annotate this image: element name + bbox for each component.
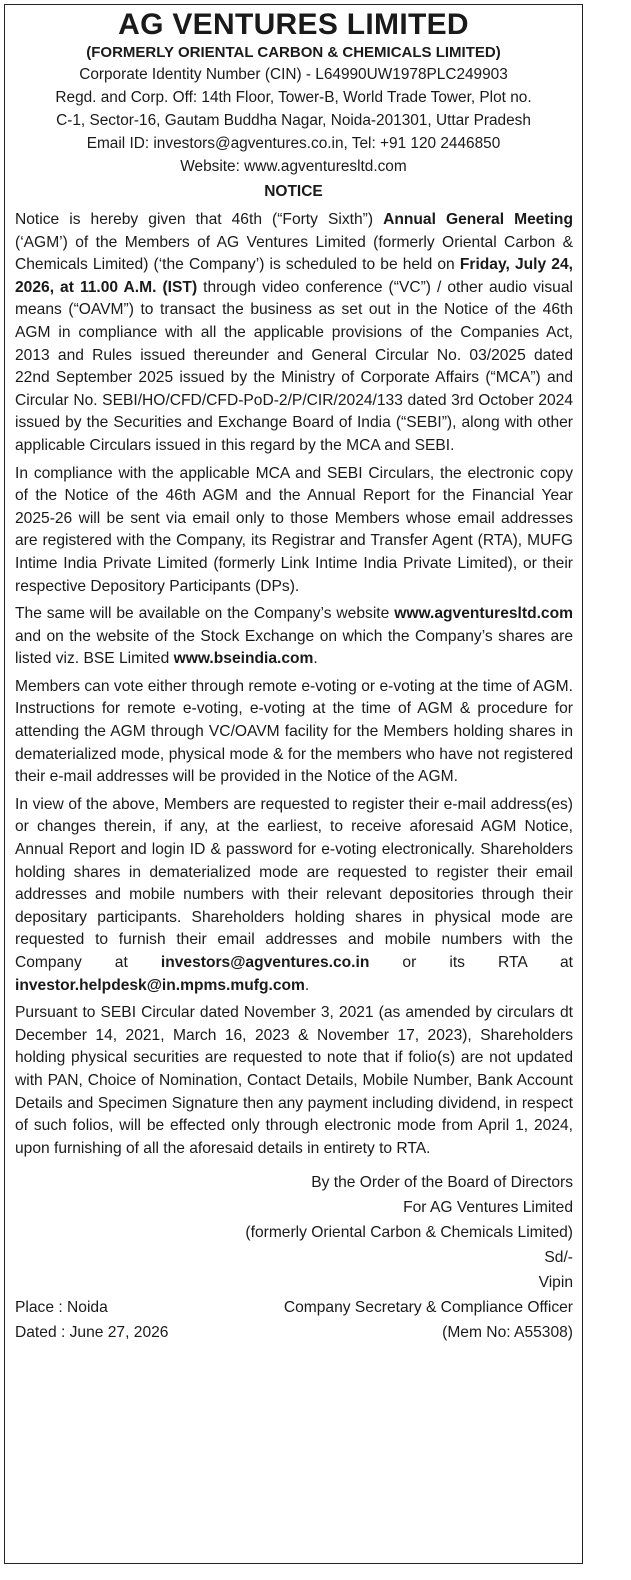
para5-text-2: or its RTA at — [369, 954, 573, 971]
paragraph-agm-notice — [15, 209, 573, 458]
notice-header — [5, 9, 582, 203]
paragraph-website — [15, 603, 573, 671]
website-line: Website: www.agventuresltd.com — [180, 158, 407, 175]
para3-text-2: and on the website of the Stock Exchange on which the Company’s shares are listed viz. BSE Limited — [15, 627, 573, 668]
para1-text-3: through video conference (“VC”) / other audio visual means (“OAVM”) to transact the business as set out in the Notice of the 46th AGM in compliance with all the applicable provisions of the Companies Act, 2013 and Rules issued thereunder and General Circular No. 03/2025 dated 22nd September 2025 issued by the Ministry of Corporate Affairs (“MCA”) and Circular No. SEBI/HO/CFD/CFD-PoD-2/P/CIR/2024/133 dated 3rd October 2024 issued by the Securities and Exchange Board of India (“SEBI”), along with other applicable Circulars issued in this regard by the MCA and SEBI. — [15, 278, 573, 454]
para1-text-1: Notice is hereby given that 46th (“Forty Sixth”) — [15, 211, 384, 228]
paragraph-register-email — [15, 794, 573, 997]
company-name: AG VENTURES LIMITED — [118, 8, 469, 41]
para5-text-1: In view of the above, Members are requested to register their e-mail address(es) or changes therein, if any, at the earliest, to receive aforesaid AGM Notice, Annual Report and login ID & password for e-voting electronically. Shareholders holding shares in dematerialized mode are requested to register their email addresses and mobile numbers with their relevant depositories through their depositary participants. Shareholders holding shares in physical mode are requested to furnish their email addresses and mobile numbers with the Company at — [15, 795, 573, 971]
company-email-link[interactable]: investors@agventures.co.in — [160, 954, 370, 971]
para3-text-3: . — [313, 650, 318, 668]
signature-block — [5, 1170, 582, 1295]
para3-text-1: The same will be available on the Company’s website — [15, 605, 395, 623]
signature-line-3: (formerly Oriental Carbon & Chemicals Limited) — [245, 1224, 573, 1242]
agm-bold: Annual General Meeting — [383, 211, 573, 228]
formerly-name: (FORMERLY ORIENTAL CARBON & CHEMICALS LIMITED) — [86, 44, 501, 61]
notice-body — [5, 209, 582, 1160]
paragraph-compliance: In compliance with the applicable MCA and SEBI Circulars, the electronic copy of the Notice of the 46th AGM and the Annual Report for the Financial Year 2025-26 will be sent via email only to those Members whose email addresses are registered with the Company, its Registrar and Transfer Agent (RTA), MUFG Intime India Private Limited (formerly Link Intime India Private Limited), or their respective Depository Participants (DPs). — [15, 464, 573, 595]
membership-number: (Mem No: A55308) — [442, 1324, 573, 1342]
signature-sd: Sd/- — [544, 1249, 573, 1267]
address-line-1: Regd. and Corp. Off: 14th Floor, Tower-B, World Trade Tower, Plot no. — [55, 89, 532, 106]
signature-line-2: For AG Ventures Limited — [403, 1199, 573, 1217]
cin-line: Corporate Identity Number (CIN) - L64990UW1978PLC249903 — [79, 66, 508, 83]
paragraph-evoting: Members can vote either through remote e-voting or e-voting at the time of AGM. Instructions for remote e-voting, e-voting at the time of AGM & procedure for attending the AGM through VC/OAVM facility for the Members holding shares in dematerialized mode, physical mode & for the members who have not registered their e-mail addresses will be provided in the Notice of the AGM. — [15, 677, 573, 786]
rta-email-link[interactable]: investor.helpdesk@in.mpms.mufg.com — [15, 976, 305, 994]
notice-footer — [5, 1295, 582, 1345]
dated-line: Dated : June 27, 2026 — [15, 1324, 169, 1342]
para1-text-2: (‘AGM’) of the Members of AG Ventures Limited (formerly Oriental Carbon & Chemicals Limited) (‘the Company’) is scheduled to be held on — [15, 233, 573, 274]
designation-line: Company Secretary & Compliance Officer — [283, 1299, 573, 1317]
bse-website-link[interactable]: www.bseindia.com — [173, 650, 314, 668]
agm-date-bold: Friday, July 24, 2026, at 11.00 A.M. (IST) — [15, 256, 573, 296]
contact-line: Email ID: investors@agventures.co.in, Tel: +91 120 2446850 — [86, 135, 501, 152]
place-line: Place : Noida — [15, 1299, 108, 1317]
notice-title: NOTICE — [264, 183, 323, 200]
signature-line-1: By the Order of the Board of Directors — [311, 1174, 573, 1192]
address-line-2: C-1, Sector-16, Gautam Buddha Nagar, Noida-201301, Uttar Pradesh — [56, 112, 531, 129]
para5-text-3: . — [304, 976, 310, 994]
company-website-link[interactable]: www.agventuresltd.com — [394, 605, 573, 623]
signatory-name: Vipin — [538, 1274, 573, 1292]
notice-box — [4, 4, 583, 1564]
paragraph-sebi-circular: Pursuant to SEBI Circular dated November 3, 2021 (as amended by circulars dt December 14, 2021, March 16, 2023 & November 17, 2023), Shareholders holding physical securities are requested to note that if folio(s) are not updated with PAN, Choice of Nomination, Contact Details, Mobile Number, Bank Account Details and Specimen Signature then any payment including dividend, in respect of such folios, will be effected only through electronic mode from April 1, 2024, upon furnishing of all the aforesaid details in entirety to RTA. — [15, 1004, 573, 1157]
